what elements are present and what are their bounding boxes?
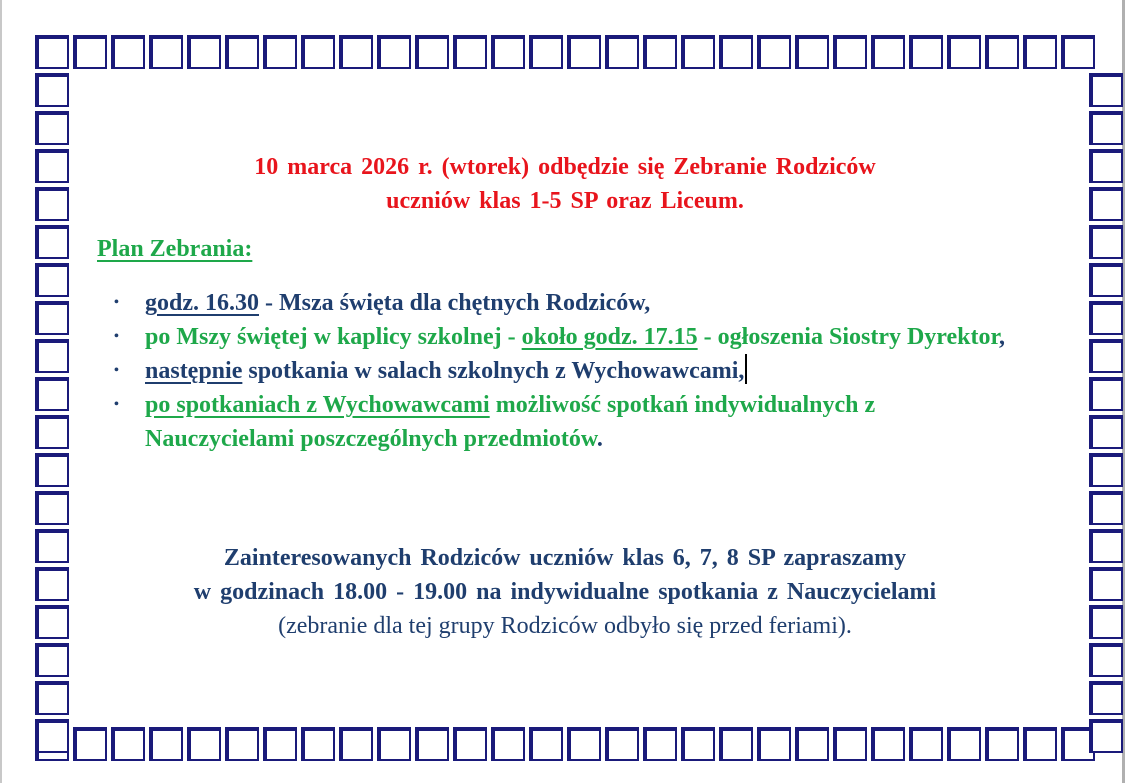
agenda-text: spotkania w salach szkolnych z Wychowawcami, (242, 358, 745, 384)
invitation-line-1: Zainteresowanych Rodziców uczniów klas 6, 7, 8 SP zapraszamy (223, 545, 907, 571)
agenda-item-individual-meetings (114, 388, 1014, 456)
heading-line-1: 10 marca 2026 r. (wtorek) odbędzie się Zebranie Rodziców (254, 154, 876, 180)
text-cursor (745, 354, 747, 384)
agenda-item-announcements (114, 320, 1014, 354)
agenda-list (114, 286, 1014, 456)
agenda-item-class-meetings (114, 354, 1014, 388)
agenda-text: - Msza święta dla chętnych Rodziców, (259, 290, 651, 316)
agenda-keyword: po spotkaniach z Wychowawcami (145, 392, 490, 418)
invitation-line-3: (zebranie dla tej grupy Rodziców odbyło się przed feriami). (278, 613, 852, 639)
plan-title: Plan Zebrania: (97, 236, 253, 262)
agenda-time: godz. 16.30 (145, 290, 259, 316)
invitation-line-2: w godzinach 18.00 - 19.00 na indywidualne spotkania z Nauczycielami (193, 579, 937, 605)
bullet-icon: • (114, 397, 119, 412)
bullet-icon: • (114, 329, 119, 344)
agenda-punctuation: , (998, 324, 1005, 350)
agenda-time: około godz. 17.15 (521, 324, 698, 350)
agenda-item-mass (114, 286, 1014, 320)
agenda-separator: - (501, 324, 522, 350)
agenda-keyword: następnie (145, 358, 243, 384)
heading-line-2: uczniów klas 1-5 SP oraz Liceum. (386, 188, 744, 214)
agenda-punctuation: . (596, 426, 603, 452)
agenda-text: - ogłoszenia Siostry Dyrektor (697, 324, 999, 350)
bullet-icon: • (114, 295, 119, 310)
invitation-note (100, 541, 1030, 643)
agenda-text: możliwość spotkań indywidualnych z Nauczycielami poszczególnych przedmiotów (145, 392, 876, 452)
announcement-heading (100, 150, 1030, 218)
bullet-icon: • (114, 363, 119, 378)
agenda-text: po Mszy świętej w kaplicy szkolnej (145, 324, 502, 350)
